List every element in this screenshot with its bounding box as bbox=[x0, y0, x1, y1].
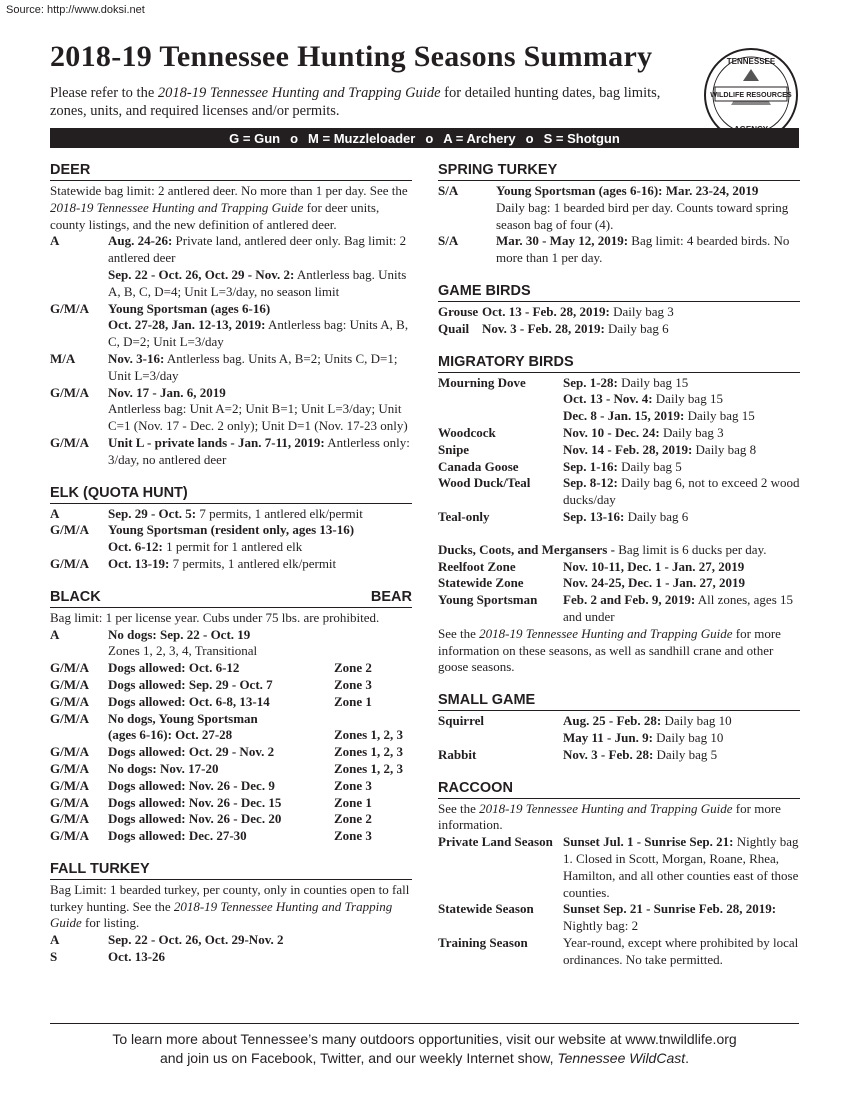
elk-row: G/M/A Oct. 13-19: 7 permits, 1 antlered elk/permit bbox=[50, 555, 337, 571]
legend-sep: o bbox=[290, 130, 299, 146]
raccoon-row: Private Land Season Sunset Jul. 1 - Sunrise Sep. 21: Nightly bag 1. Closed in Scott, Morgan, Roane, Rhea, Hamilton, and all other counties east of those counties. bbox=[438, 834, 799, 900]
migratory-note: See the 2018-19 Tennessee Hunting and Trapping Guide for more information on these seasons, as well as sandhill crane and other goose seasons. bbox=[438, 625, 781, 675]
migratory-row: Reelfoot Zone Nov. 10-11, Dec. 1 - Jan. 27, 2019 bbox=[438, 558, 745, 574]
deer-heading: DEER bbox=[50, 162, 412, 181]
weapon-legend-bar bbox=[50, 128, 799, 148]
seal-middle-text: WILDLIFE RESOURCES bbox=[710, 90, 792, 99]
raccoon-intro: See the 2018-19 Tennessee Hunting and Trapping Guide for more information. bbox=[438, 800, 781, 833]
bear-row: G/M/A Dogs allowed: Nov. 26 - Dec. 15 Zone 1 bbox=[50, 794, 372, 810]
small-game-row: Squirrel Aug. 25 - Feb. 28: Daily bag 10 May 11 - Jun. 9: Daily bag 10 bbox=[438, 713, 732, 745]
raccoon-row: Statewide Season Sunset Sep. 21 - Sunrise Feb. 28, 2019: Nightly bag: 2 bbox=[438, 901, 777, 934]
fall-turkey-intro: Bag Limit: 1 bearded turkey, per county, only in counties open to fall turkey hunting. See the 2018-19 Tennessee Hunting and Trapping Guide for listing. bbox=[50, 881, 410, 931]
bear-row: G/M/A Dogs allowed: Nov. 26 - Dec. 20 Zone 2 bbox=[50, 811, 372, 827]
deer-row: G/M/A Unit L - private lands - Jan. 7-11, 2019: Antlerless only: 3/day, no antlered deer bbox=[50, 434, 410, 467]
raccoon-heading: RACCOON bbox=[438, 780, 800, 799]
bear-row: G/M/A Dogs allowed: Dec. 27-30 Zone 3 bbox=[50, 828, 372, 844]
small-game-heading: SMALL GAME bbox=[438, 692, 800, 711]
migratory-row: Woodcock Nov. 10 - Dec. 24: Daily bag 3 bbox=[438, 424, 724, 440]
bear-heading: BLACK BEAR bbox=[50, 589, 412, 608]
legend-gun: G = Gun bbox=[229, 130, 281, 146]
bear-row: G/M/A Dogs allowed: Oct. 6-12 Zone 2 bbox=[50, 660, 372, 676]
deer-row: A Aug. 24-26: Private land, antlered deer only. Bag limit: 2 antlered deer Sep. 22 - Oct. 26, Oct. 29 - Nov. 2: Antlerless bag. Units A, B, C, D=4; Unit L=3/day, no season limit bbox=[50, 233, 407, 299]
small-game-row: Rabbit Nov. 3 - Feb. 28: Daily bag 5 bbox=[438, 746, 718, 762]
source-label: Source: http://www.doksi.net bbox=[6, 4, 145, 16]
bear-row: (ages 6-16): Oct. 27-28 Zones 1, 2, 3 bbox=[108, 727, 403, 743]
ducks-note: Ducks, Coots, and Mergansers - Bag limit is 6 ducks per day. bbox=[438, 541, 767, 557]
footer bbox=[50, 1023, 799, 1068]
intro-text: Please refer to the 2018-19 Tennessee Hunting and Trapping Guide for detailed hunting dates, bag limits, zones, units, and required licenses and/or permits. bbox=[50, 85, 661, 119]
fall-turkey-heading: FALL TURKEY bbox=[50, 861, 412, 880]
left-column bbox=[50, 162, 412, 966]
migratory-row: Wood Duck/Teal Sep. 8-12: Daily bag 6, not to exceed 2 wood ducks/day bbox=[438, 475, 800, 508]
bear-row: G/M/A Dogs allowed: Nov. 26 - Dec. 9 Zone 3 bbox=[50, 777, 372, 793]
migratory-row: Snipe Nov. 14 - Feb. 28, 2019: Daily bag 8 bbox=[438, 441, 757, 457]
legend-shotgun: S = Shotgun bbox=[543, 130, 620, 146]
migratory-row: Canada Goose Sep. 1-16: Daily bag 5 bbox=[438, 458, 682, 474]
bear-row: G/M/A No dogs, Young Sportsman bbox=[50, 710, 258, 726]
fall-turkey-row: A Sep. 22 - Oct. 26, Oct. 29-Nov. 2 bbox=[50, 932, 284, 948]
deer-intro: Statewide bag limit: 2 antlered deer. No more than 1 per day. See the 2018-19 Tennessee Hunting and Trapping Guide for deer units, county listings, and the new definition of antlered deer. bbox=[50, 183, 408, 232]
spring-turkey-row: S/A Mar. 30 - May 12, 2019: Bag limit: 4 bearded birds. No more than 1 per day. bbox=[438, 233, 790, 266]
fall-turkey-row: S Oct. 13-26 bbox=[50, 949, 166, 965]
migratory-row: Mourning Dove Sep. 1-28: Daily bag 15 Oct. 13 - Nov. 4: Daily bag 15 Dec. 8 - Jan. 15, 2019: Daily bag 15 bbox=[438, 374, 755, 424]
right-column bbox=[438, 162, 800, 968]
legend-archery: A = Archery bbox=[443, 130, 516, 146]
bear-row: G/M/A No dogs: Nov. 17-20 Zones 1, 2, 3 bbox=[50, 760, 403, 776]
footer-line-2: and join us on Facebook, Twitter, and our weekly Internet show, Tennessee WildCast. bbox=[159, 1050, 690, 1066]
migratory-row: Young Sportsman Feb. 2 and Feb. 9, 2019: All zones, ages 15 and under bbox=[438, 592, 794, 624]
elk-row: G/M/A Young Sportsman (resident only, ages 13-16) Oct. 6-12: 1 permit for 1 antlered elk bbox=[50, 522, 355, 555]
legend-sep: o bbox=[425, 130, 434, 146]
migratory-heading: MIGRATORY BIRDS bbox=[438, 354, 800, 373]
bear-intro: Bag limit: 1 per license year. Cubs under 75 lbs. are prohibited. bbox=[50, 609, 380, 625]
game-birds-row: Grouse Oct. 13 - Feb. 28, 2019: Daily bag 3 bbox=[438, 303, 674, 319]
game-birds-heading: GAME BIRDS bbox=[438, 283, 800, 302]
legend-sep: o bbox=[525, 130, 534, 146]
deer-row: M/A Nov. 3-16: Antlerless bag. Units A, B=2; Units C, D=1; Unit L=3/day bbox=[50, 350, 398, 383]
spring-turkey-row: S/A Young Sportsman (ages 6-16): Mar. 23-24, 2019 Daily bag: 1 bearded bird per day. Counts toward spring season bag of four (4). bbox=[438, 183, 789, 232]
spring-turkey-heading: SPRING TURKEY bbox=[438, 162, 800, 181]
migratory-row: Teal-only Sep. 13-16: Daily bag 6 bbox=[438, 508, 689, 524]
bear-row: G/M/A Dogs allowed: Oct. 29 - Nov. 2 Zones 1, 2, 3 bbox=[50, 744, 403, 760]
page-title: 2018-19 Tennessee Hunting Seasons Summary bbox=[50, 40, 653, 73]
elk-heading: ELK (QUOTA HUNT) bbox=[50, 485, 412, 504]
raccoon-row: Training Season Year-round, except where prohibited by local ordinances. No take permitted. bbox=[438, 934, 799, 967]
migratory-row: Statewide Zone Nov. 24-25, Dec. 1 - Jan. 27, 2019 bbox=[438, 575, 745, 591]
seal-top-text: TENNESSEE bbox=[726, 57, 776, 66]
elk-row: A Sep. 29 - Oct. 5: 7 permits, 1 antlered elk/permit bbox=[50, 505, 363, 521]
bear-row: A No dogs: Sep. 22 - Oct. 19 Zones 1, 2, 3, 4, Transitional bbox=[50, 626, 258, 659]
deer-row: G/M/A Nov. 17 - Jan. 6, 2019 Antlerless bag: Unit A=2; Unit B=1; Unit L=3/day; Unit C=1 (Nov. 17 - Dec. 2 only); Unit D=1 (Nov. 17-23 only) bbox=[50, 384, 408, 434]
legend-muzzleloader: M = Muzzleloader bbox=[308, 130, 416, 146]
game-birds-row: Quail Nov. 3 - Feb. 28, 2019: Daily bag 6 bbox=[438, 320, 669, 336]
deer-row: G/M/A Young Sportsman (ages 6-16) Oct. 27-28, Jan. 12-13, 2019: Antlerless bag: Units A, B, C, D=2; Unit L=3/day bbox=[50, 300, 409, 350]
bear-row: G/M/A Dogs allowed: Sep. 29 - Oct. 7 Zone 3 bbox=[50, 676, 372, 692]
footer-line-1: To learn more about Tennessee’s many outdoors opportunities, visit our website at www.tnwildlife.org bbox=[112, 1031, 737, 1047]
bear-row: G/M/A Dogs allowed: Oct. 6-8, 13-14 Zone 1 bbox=[50, 693, 372, 709]
